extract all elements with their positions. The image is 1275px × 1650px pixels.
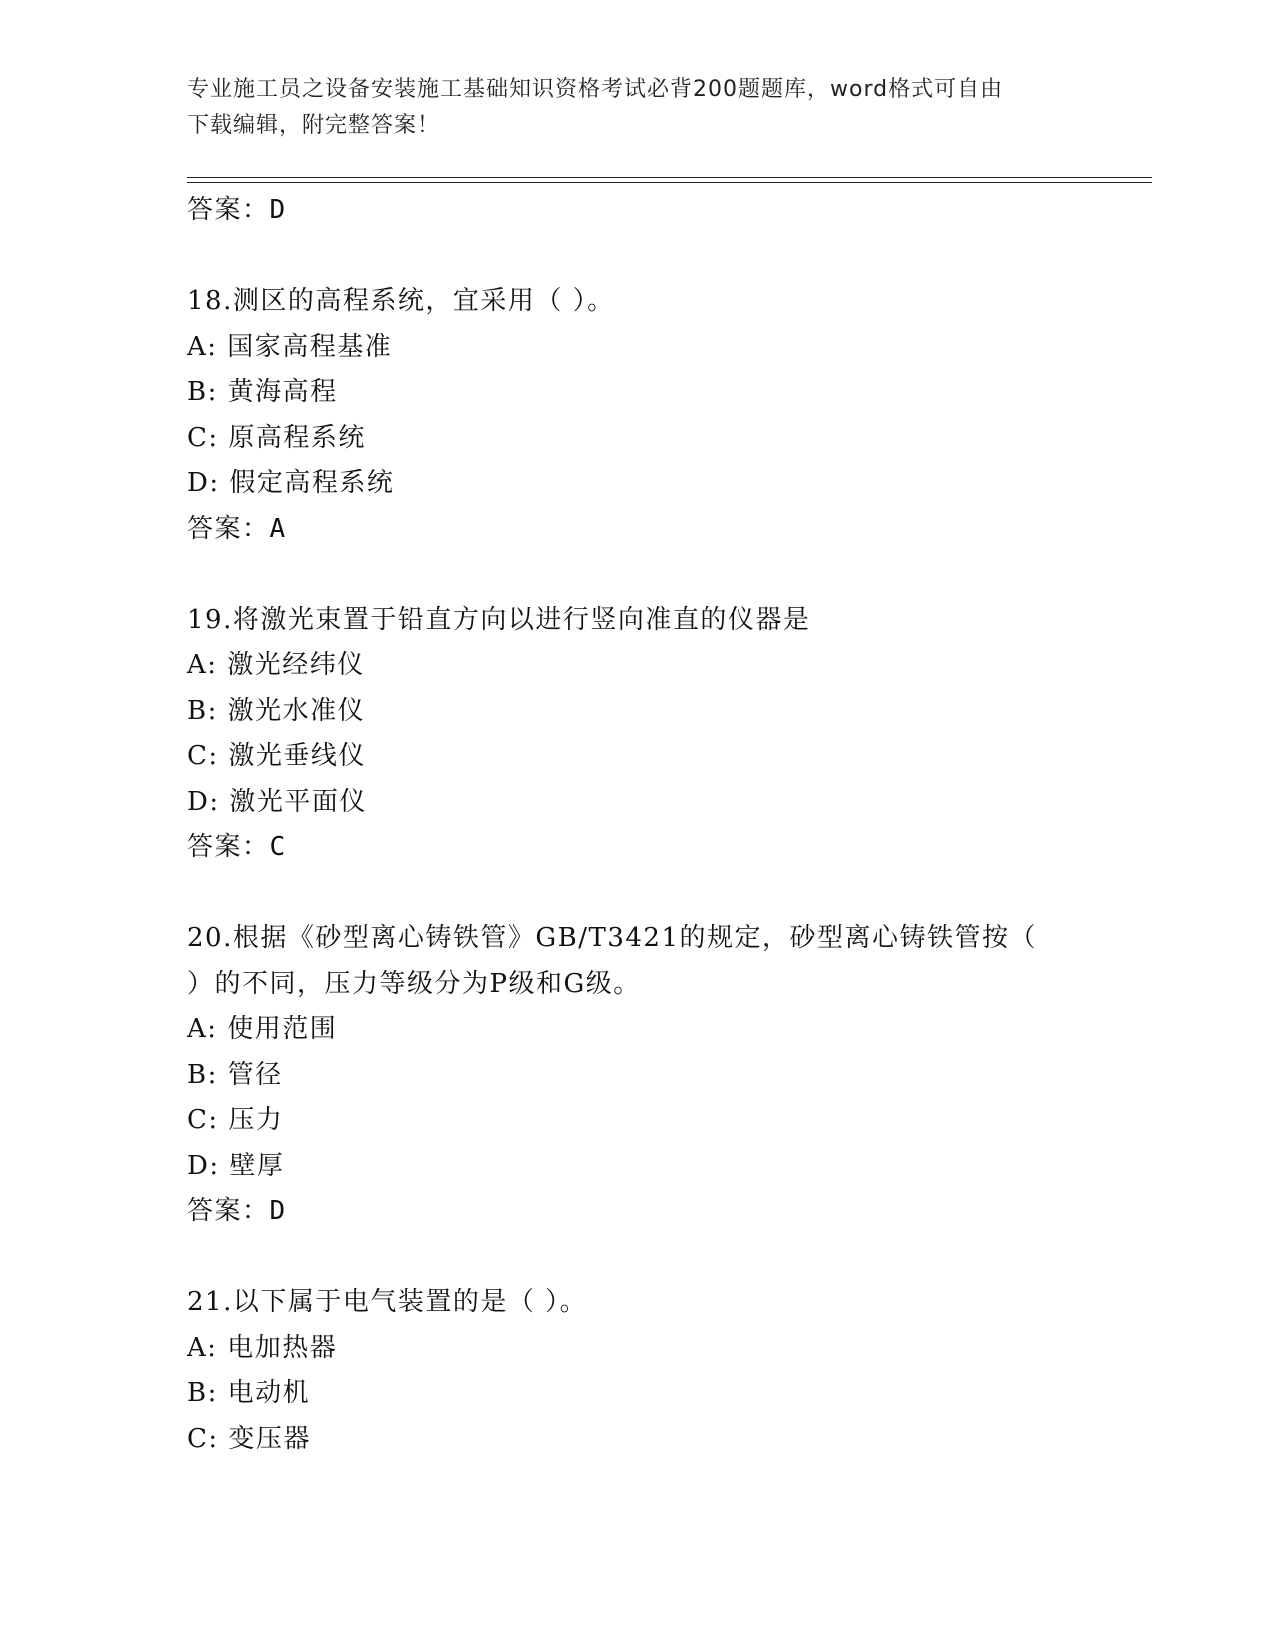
answer-line: 答案：D: [187, 1196, 287, 1226]
option-b: B: 激光水准仪: [187, 695, 366, 726]
question-text: 18.测区的高程系统，宜采用（ ）。: [187, 286, 615, 316]
document-body: [187, 188, 1147, 1462]
option-d: D: 壁厚: [187, 1150, 285, 1181]
answer-line: 答案：A: [187, 513, 287, 544]
question-text-line-1: 20.根据《砂型离心铸铁管》GB/T3421的规定，砂型离心铸铁管按（: [187, 923, 1037, 953]
option-c: C: 原高程系统: [187, 422, 366, 453]
document-header: [187, 72, 1087, 144]
option-d: D: 假定高程系统: [187, 468, 395, 498]
answer-line: 答案：D: [187, 195, 287, 225]
question-19: [187, 598, 1147, 871]
option-d: D: 激光平面仪: [187, 786, 367, 817]
spacer: [187, 234, 1147, 280]
option-c: C: 变压器: [187, 1423, 311, 1454]
option-b: B: 电动机: [187, 1378, 311, 1408]
header-divider-bottom: [187, 182, 1152, 183]
question-text-line-2: ）的不同，压力等级分为P级和G级。: [187, 968, 641, 999]
option-c: C: 压力: [187, 1105, 284, 1135]
question-text: 21.以下属于电气装置的是（ ）。: [187, 1287, 588, 1317]
header-divider-top: [187, 177, 1152, 178]
question-20: [187, 916, 1147, 1235]
answer-line: 答案：C: [187, 832, 287, 862]
spacer: [187, 1235, 1147, 1281]
option-a: A: 使用范围: [187, 1014, 338, 1044]
header-line-1: 专业施工员之设备安装施工基础知识资格考试必背200题题库，word格式可自由: [187, 77, 1004, 102]
question-18: [187, 279, 1147, 552]
question-21: [187, 1280, 1147, 1462]
option-b: B: 管径: [187, 1059, 283, 1090]
question-text: 19.将激光束置于铅直方向以进行竖向准直的仪器是: [187, 604, 811, 635]
option-a: A: 国家高程基准: [187, 331, 393, 362]
header-line-2: 下载编辑，附完整答案！: [187, 113, 441, 138]
option-b: B: 黄海高程: [187, 377, 338, 407]
option-a: A: 激光经纬仪: [187, 650, 365, 680]
option-a: A: 电加热器: [187, 1332, 338, 1363]
option-c: C: 激光垂线仪: [187, 741, 366, 771]
spacer: [187, 552, 1147, 598]
spacer: [187, 871, 1147, 917]
